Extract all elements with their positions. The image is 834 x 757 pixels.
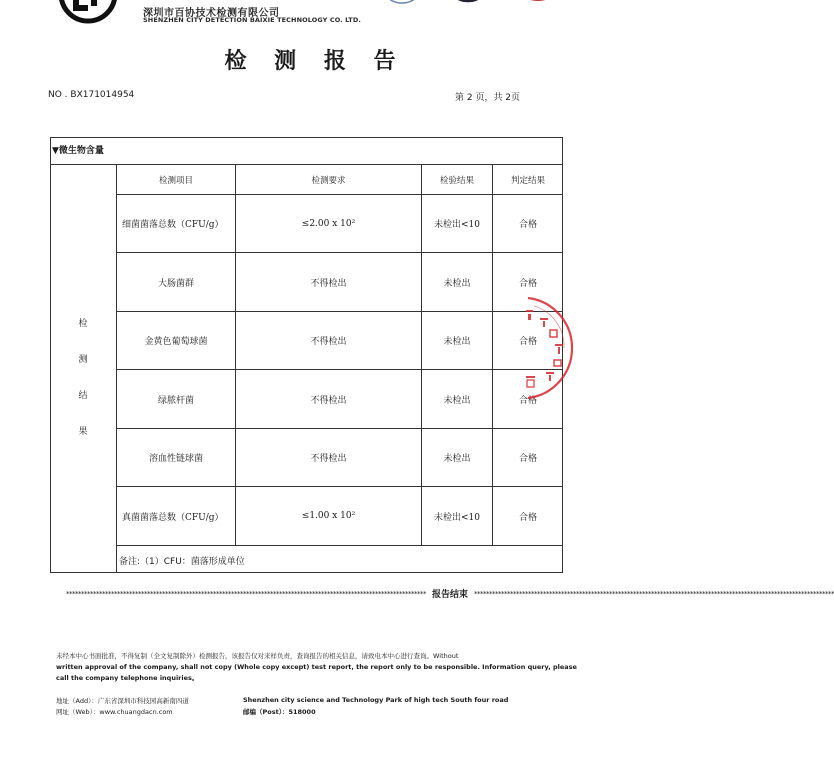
- table-rule: [116, 545, 563, 546]
- side-label-char: 果: [78, 427, 88, 437]
- table-row-result: 未检出: [443, 454, 471, 464]
- table-row-item: 真菌菌落总数（CFU/g）: [122, 512, 224, 523]
- footer-address-en: Shenzhen city science and Technology Park of high tech South four road: [243, 696, 509, 704]
- company-seal-stamp: [506, 292, 586, 404]
- table-row-verdict: 合格: [518, 512, 537, 523]
- disclaimer-line-cn: 未经本中心书面批准，不得复制（全文复制除外）检测报告，该报告仅对来样负责，查询报告的相关信息，请致电本中心进行查询。Without: [56, 652, 459, 660]
- table-row-requirement: 不得检出: [310, 337, 347, 347]
- table-notes: 备注:（1）CFU：菌落形成单位: [119, 557, 245, 567]
- side-label-char: 结: [78, 391, 88, 401]
- table-row-item: 大肠菌群: [157, 278, 194, 289]
- page-indicator: 第 2 页，共 2页: [455, 93, 521, 103]
- disclaimer-line-en: call the company telephone inquiries。: [56, 674, 199, 682]
- company-logo: [58, 0, 118, 24]
- report-number: NO . BX171014954: [48, 90, 135, 100]
- table-row-item: 细菌菌落总数（CFU/g）: [122, 220, 224, 230]
- table-row-requirement: 不得检出: [310, 454, 347, 464]
- table-row-verdict: 合格: [518, 278, 537, 289]
- column-header-result: 检验结果: [439, 175, 474, 186]
- company-name-en: SHENZHEN CITY DETECTION BAIXIE TECHNOLOGY CO. LTD.: [143, 16, 361, 24]
- column-header-item: 检测项目: [158, 175, 193, 186]
- footer-address-cn: 地址（Add）：广东省深圳市科技园高新南四道: [56, 697, 189, 705]
- report-end-label: 报告结束: [432, 590, 469, 600]
- column-header-verdict: 判定结果: [510, 175, 545, 186]
- table-row-requirement: ≤1.00 x 10²: [301, 511, 356, 521]
- table-row-item: 溶血性链球菌: [148, 454, 203, 464]
- table-row-result: 未检出<10: [434, 220, 480, 230]
- table-row-result: 未检出: [443, 278, 471, 289]
- table-row-result: 未检出: [443, 395, 471, 406]
- report-end-marker: ************************************************************************************************************************ 报告结束 ************************************************************************************************************************: [66, 587, 556, 600]
- disclaimer: [56, 651, 577, 684]
- table-row-result: 未检出<10: [434, 512, 480, 523]
- table-row-result: 未检出: [443, 337, 471, 347]
- table-row-verdict: 合格: [518, 220, 537, 230]
- table-row-item: 金黄色葡萄球菌: [144, 337, 208, 347]
- table-row-verdict: 合格: [518, 395, 537, 406]
- footer-website: 网址（Web）：www.chuangdacn.com: [56, 708, 173, 716]
- side-label-char: 检: [78, 319, 88, 329]
- column-header-requirement: 检测要求: [311, 175, 346, 186]
- report-title: 检 测 报 告: [224, 48, 406, 74]
- side-label-char: 测: [78, 355, 88, 365]
- section-title: ▼微生物含量: [52, 146, 104, 156]
- disclaimer-line-en: written approval of the company, shall not copy (Whole copy except) test report, the report only to be responsible. Information query, please: [56, 663, 577, 671]
- company-name-cn: 深圳市百协技术检测有限公司: [143, 8, 280, 19]
- table-row-requirement: 不得检出: [310, 278, 347, 289]
- table-row-requirement: ≤2.00 x 10²: [301, 218, 356, 229]
- table-row-requirement: 不得检出: [310, 395, 347, 406]
- table-row-verdict: 合格: [518, 454, 537, 464]
- certification-badges: [380, 0, 580, 6]
- footer-postcode: 邮编（Post）：518000: [243, 708, 316, 716]
- table-row-verdict: 合格: [518, 337, 537, 347]
- table-row-item: 绿脓杆菌: [157, 395, 194, 406]
